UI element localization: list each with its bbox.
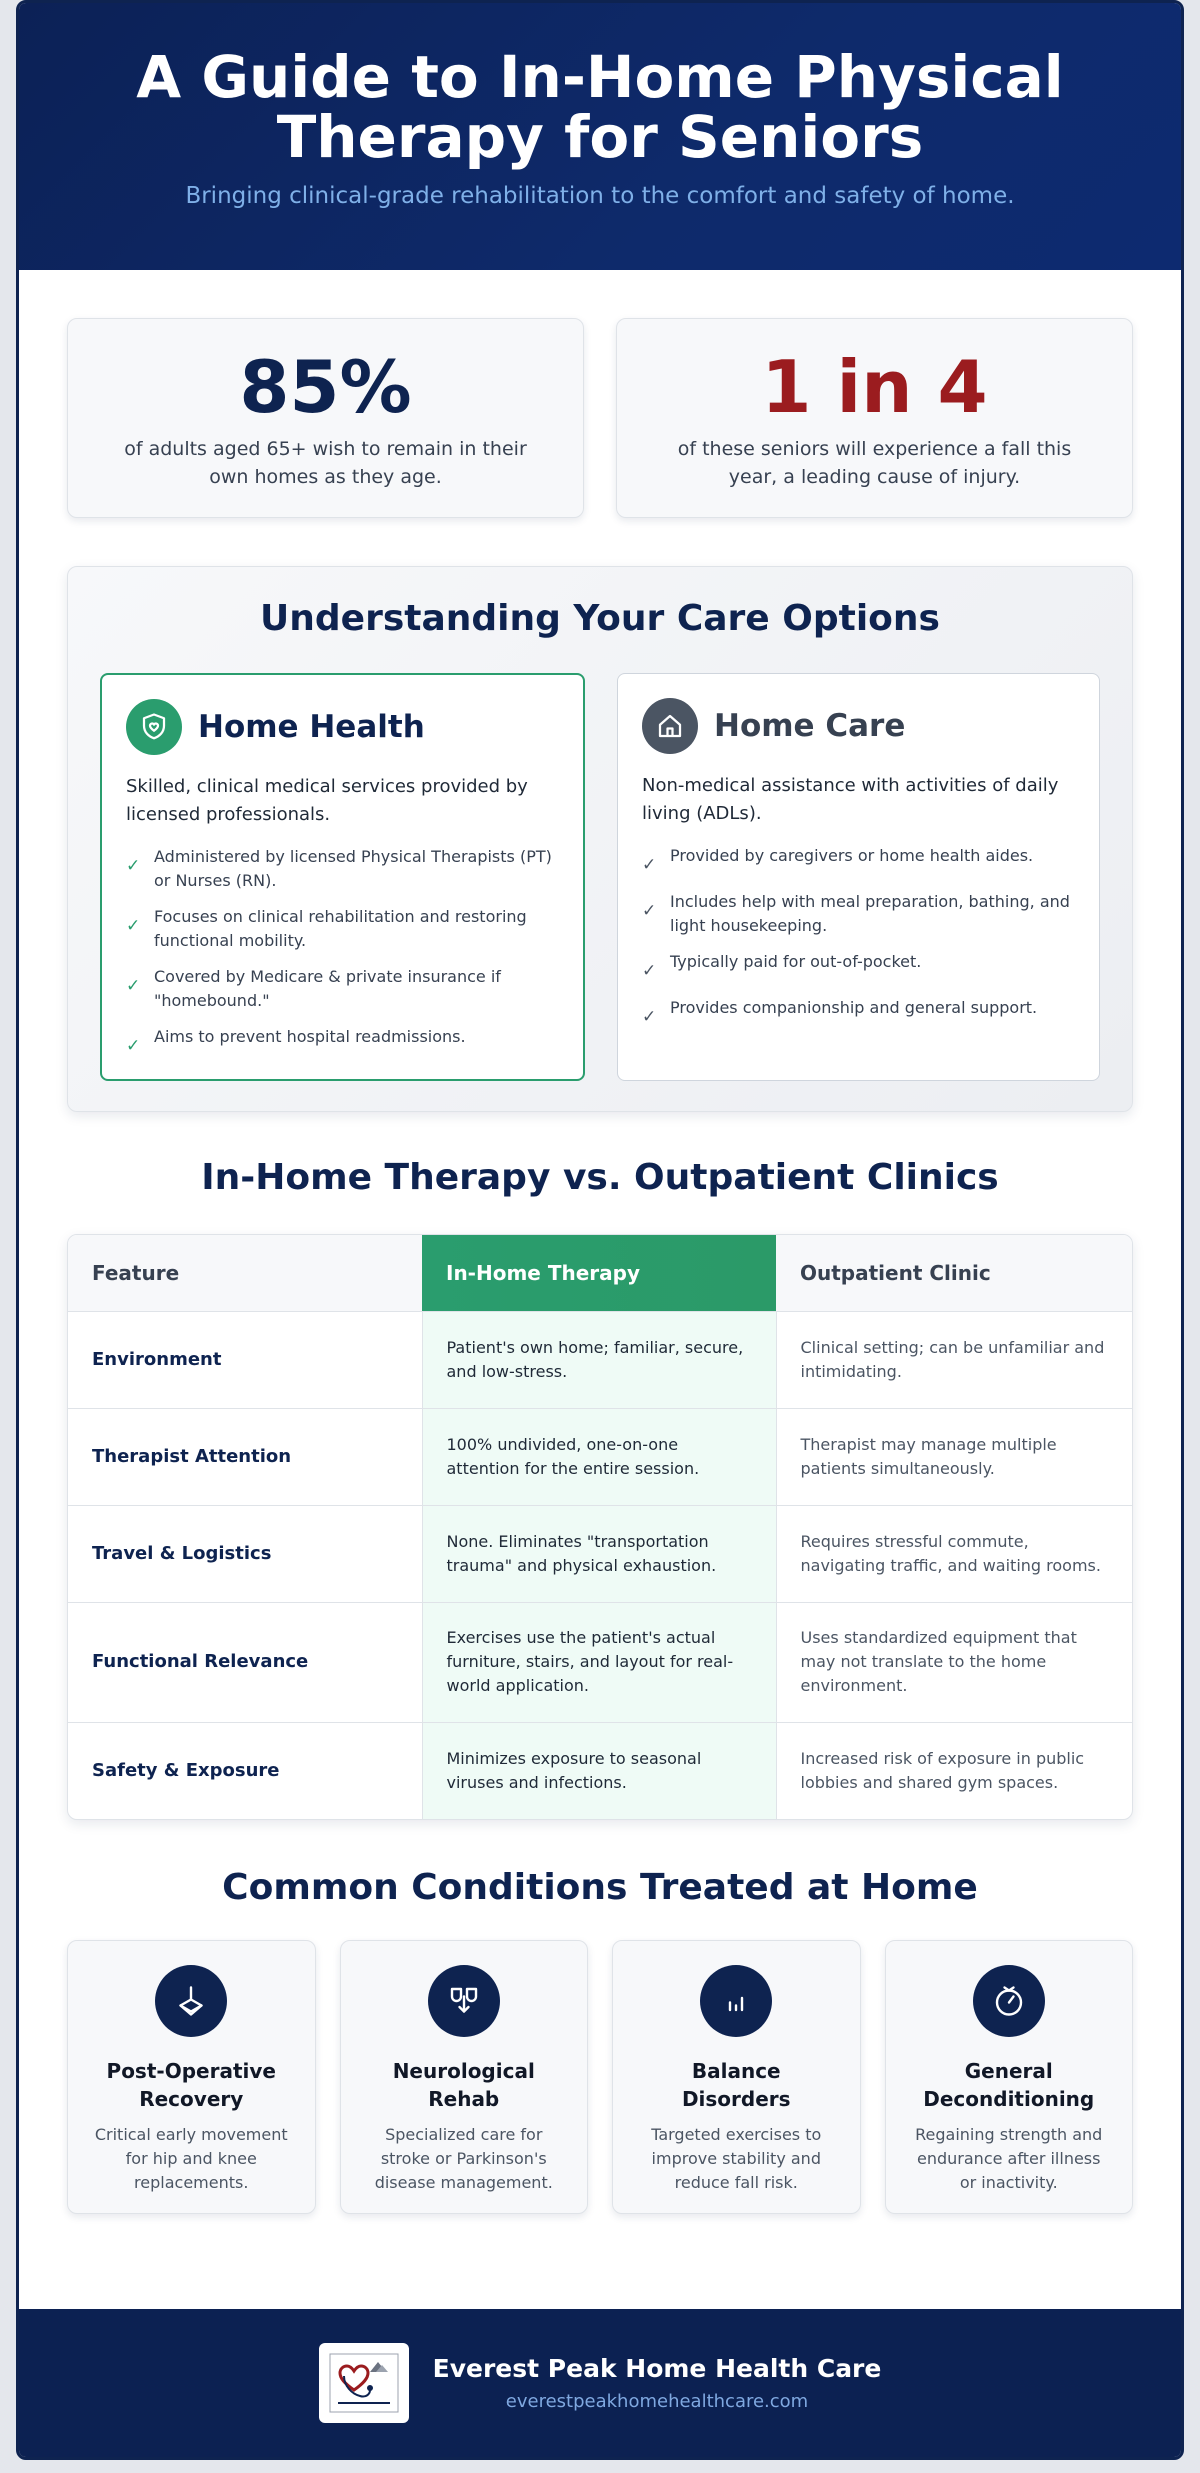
condition-card-neurological [340,1940,589,2214]
conditions-title: Common Conditions Treated at Home [222,1867,978,1908]
check-icon: ✓ [642,961,657,981]
check-icon: ✓ [126,1036,141,1056]
check-icon: ✓ [126,916,141,936]
stat-description: of these seniors will experience a fall this year, a leading cause of injury. [677,438,1072,488]
page-title: A Guide to In-Home Physical Therapy for Seniors [136,43,1064,171]
list-item-text: Focuses on clinical rehabilitation and restoring functional mobility. [154,907,527,950]
list-item-text: Covered by Medicare & private insurance if "homebound." [154,967,501,1010]
list-item-text: Administered by licensed Physical Therapists (PT) or Nurses (RN). [154,847,552,890]
brand-url-link[interactable]: everestpeakhomehealthcare.com [505,2391,809,2412]
joint-icon [155,1965,227,2037]
brand-text [433,2354,882,2412]
condition-card-balance [612,1940,861,2214]
condition-description: Targeted exercises to improve stability and reduce fall risk. [651,2125,822,2192]
feature-cell: Safety & Exposure [92,1759,280,1781]
condition-card-post-operative [67,1940,316,2214]
house-icon [642,698,698,754]
list-item [126,905,559,953]
comparison-title: In-Home Therapy vs. Outpatient Clinics [201,1157,999,1198]
stat-description: of adults aged 65+ wish to remain in their own homes as they age. [124,438,527,488]
list-item-text: Provides companionship and general support. [670,998,1038,1017]
table-row [68,1505,1132,1602]
gauge-icon [973,1965,1045,2037]
feature-cell: Functional Relevance [68,1602,422,1722]
feature-cell: Travel & Logistics [68,1505,422,1602]
home-care-list [642,844,1075,1030]
home-health-list [126,845,559,1059]
conditions-grid [67,1940,1133,2214]
outpatient-cell: Increased risk of exposure in public lobbies and shared gym spaces. [800,1748,1085,1792]
list-item-text: Aims to prevent hospital readmissions. [154,1027,466,1046]
shield-heart-icon [126,699,182,755]
column-header-feature: Feature [68,1235,422,1311]
home-health-title: Home Health [198,709,425,745]
footer [19,2309,1181,2457]
table-row [68,1311,1132,1408]
outpatient-cell: Requires stressful commute, navigating traffic, and waiting rooms. [776,1505,1132,1602]
stat-card-fall-risk [616,318,1133,518]
home-care-header [642,698,1075,754]
condition-name: Neurological Rehab [392,2059,535,2111]
condition-name: Balance Disorders [681,2059,791,2111]
condition-name: Post-Operative Recovery [106,2059,276,2111]
logo-graphic [326,2350,402,2416]
page-subtitle: Bringing clinical-grade rehabilitation to the comfort and safety of home. [185,183,1015,209]
outpatient-cell: Clinical setting; can be unfamiliar and intimidating. [776,1311,1132,1408]
in-home-cell: Exercises use the patient's actual furniture, stairs, and layout for real-world application. [422,1602,776,1722]
list-item-text: Typically paid for out-of-pocket. [670,952,922,971]
list-item [642,996,1075,1030]
home-health-description: Skilled, clinical medical services provided by licensed professionals. [126,776,528,825]
care-options-section [67,566,1133,1112]
condition-description: Specialized care for stroke or Parkinson's disease management. [374,2125,553,2192]
brand-logo [319,2343,409,2423]
in-home-cell: 100% undivided, one-on-one attention for the entire session. [422,1408,776,1505]
check-icon: ✓ [642,901,657,921]
feature-cell: Environment [68,1311,422,1408]
stat-value: 85% [239,345,412,429]
condition-description: Critical early movement for hip and knee replacements. [94,2125,288,2192]
stat-card-home-preference [67,318,584,518]
home-health-card [100,673,585,1081]
condition-name: General Deconditioning [923,2059,1095,2111]
stat-value: 1 in 4 [761,345,988,429]
feature-cell: Therapist Attention [68,1408,422,1505]
home-care-description: Non-medical assistance with activities of daily living (ADLs). [642,775,1059,824]
column-header-outpatient: Outpatient Clinic [776,1235,1132,1311]
list-item [126,965,559,1013]
check-icon: ✓ [642,855,657,875]
home-care-card [617,673,1100,1081]
outpatient-cell: Therapist may manage multiple patients simultaneously. [776,1408,1132,1505]
check-icon: ✓ [126,856,141,876]
in-home-cell: Minimizes exposure to seasonal viruses and infections. [422,1722,776,1819]
table-header-row [68,1235,1132,1311]
care-options-columns [100,673,1100,1081]
condition-card-deconditioning [885,1940,1134,2214]
in-home-cell: Patient's own home; familiar, secure, and low-stress. [422,1311,776,1408]
list-item-text: Provided by caregivers or home health aides. [670,846,1034,865]
list-item [126,845,559,893]
outpatient-cell: Uses standardized equipment that may not translate to the home environment. [776,1602,1132,1722]
table-row [68,1722,1132,1819]
care-options-title: Understanding Your Care Options [260,598,940,639]
list-item [642,890,1075,938]
brain-icon [428,1965,500,2037]
list-item [642,844,1075,878]
stats-row [67,318,1133,518]
check-icon: ✓ [126,976,141,996]
table-row [68,1408,1132,1505]
check-icon: ✓ [642,1007,657,1027]
table-row [68,1602,1132,1722]
main-content [19,318,1181,2214]
brand-name: Everest Peak Home Health Care [432,2354,882,2383]
header-banner [19,3,1181,270]
comparison-table [67,1234,1133,1820]
list-item [126,1025,559,1059]
home-health-header [126,699,559,755]
bar-chart-icon [700,1965,772,2037]
list-item [642,950,1075,984]
list-item-text: Includes help with meal preparation, bathing, and light housekeeping. [670,892,1070,935]
in-home-cell: None. Eliminates "transportation trauma" and physical exhaustion. [422,1505,776,1602]
infographic-page [16,0,1184,2460]
column-header-in-home: In-Home Therapy [422,1235,776,1311]
condition-description: Regaining strength and endurance after illness or inactivity. [915,2125,1103,2192]
home-care-title: Home Care [714,708,906,744]
